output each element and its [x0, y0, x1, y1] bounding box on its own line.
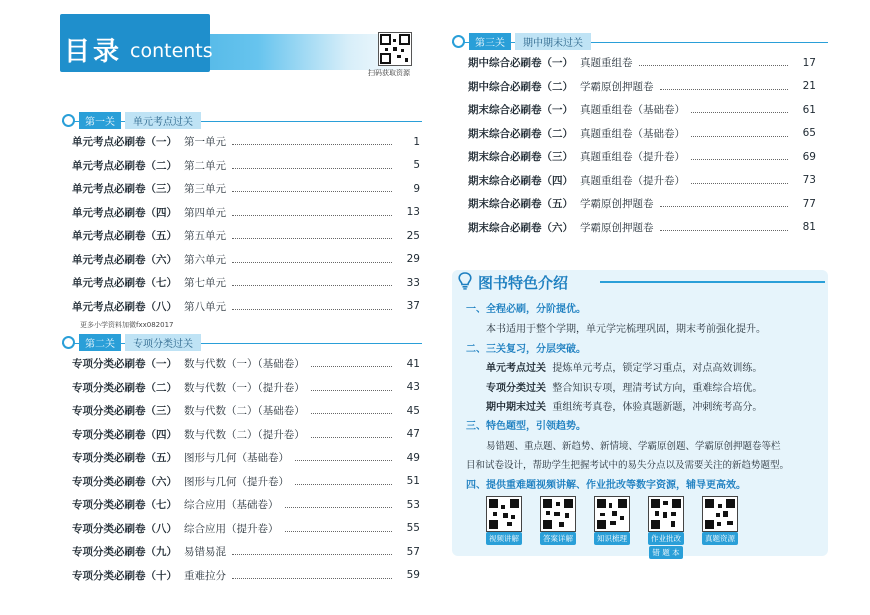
- level-name: 专项分类过关: [486, 383, 546, 394]
- page-subtitle: contents: [130, 40, 213, 62]
- section-name: 单元考点过关: [125, 112, 201, 129]
- section2-list: [72, 352, 420, 587]
- toc-row[interactable]: [72, 130, 420, 154]
- toc-title: 第八单元: [184, 300, 226, 313]
- toc-title: 数与代数（二）（提升卷）: [184, 428, 305, 441]
- qr-code-icon[interactable]: [702, 496, 738, 532]
- toc-page: 55: [406, 522, 420, 535]
- toc-label: 专项分类必刷卷（七）: [72, 499, 177, 512]
- toc-title: 第三单元: [184, 183, 226, 196]
- toc-label: 期中综合必刷卷（二）: [468, 80, 573, 93]
- toc-row[interactable]: [72, 177, 420, 201]
- toc-label: 期末综合必刷卷（二）: [468, 127, 573, 140]
- toc-row[interactable]: [72, 564, 420, 588]
- section-tag: 第二关: [79, 334, 121, 351]
- toc-row[interactable]: [72, 517, 420, 541]
- toc-title: 易错易混: [184, 546, 226, 559]
- toc-label: 期末综合必刷卷（三）: [468, 151, 573, 164]
- qr-row: [486, 496, 738, 559]
- toc-title: 数与代数（一）（基础卷）: [184, 358, 305, 371]
- toc-label: 专项分类必刷卷（三）: [72, 405, 177, 418]
- toc-row[interactable]: [72, 470, 420, 494]
- feature-text: 易错题、重点题、新趋势、新情境、学霸原创题、学霸原创押题卷等栏: [486, 441, 781, 452]
- section1-list: [72, 130, 420, 318]
- toc-row[interactable]: [72, 399, 420, 423]
- toc-page: 17: [802, 56, 816, 69]
- level-name: 期中期末过关: [486, 402, 546, 413]
- toc-label: 专项分类必刷卷（四）: [72, 428, 177, 441]
- toc-label: 期中综合必刷卷（一）: [468, 57, 573, 70]
- qr-item[interactable]: [540, 496, 576, 559]
- toc-page: 29: [406, 253, 420, 266]
- toc-row[interactable]: [468, 51, 816, 75]
- toc-title: 学霸原创押题卷: [580, 80, 654, 93]
- toc-title: 重难拉分: [184, 569, 226, 582]
- toc-title: 真题重组卷: [580, 57, 633, 70]
- toc-label: 单元考点必刷卷（六）: [72, 253, 177, 266]
- feature-heading: 二、三关复习，分层突破。: [466, 344, 586, 355]
- toc-page: 1: [413, 135, 420, 148]
- toc-row[interactable]: [72, 271, 420, 295]
- qr-code-icon[interactable]: [540, 496, 576, 532]
- toc-title: 第二单元: [184, 159, 226, 172]
- toc-title: 第七单元: [184, 277, 226, 290]
- qr-item[interactable]: [486, 496, 522, 559]
- section-dot-icon: [452, 35, 465, 48]
- qr-caption: 知识梳理: [594, 532, 630, 545]
- toc-page: 13: [406, 206, 420, 219]
- toc-row[interactable]: [468, 169, 816, 193]
- toc-page: 57: [406, 545, 420, 558]
- feature-heading: 三、特色题型，引领趋势。: [466, 421, 586, 432]
- toc-label: 专项分类必刷卷（六）: [72, 475, 177, 488]
- toc-row[interactable]: [72, 423, 420, 447]
- toc-title: 真题重组卷（基础卷）: [580, 104, 685, 117]
- toc-row[interactable]: [72, 352, 420, 376]
- toc-title: 真题重组卷（基础卷）: [580, 127, 685, 140]
- feature-text: 本书适用于整个学期，单元学完梳理巩固，期末考前强化提升。: [486, 324, 766, 335]
- toc-row[interactable]: [468, 145, 816, 169]
- toc-page: 51: [406, 475, 420, 488]
- toc-page: 9: [413, 182, 420, 195]
- toc-title: 真题重组卷（提升卷）: [580, 151, 685, 164]
- toc-page: 81: [802, 221, 816, 234]
- toc-label: 专项分类必刷卷（一）: [72, 358, 177, 371]
- toc-page: 49: [406, 451, 420, 464]
- toc-page: 61: [802, 103, 816, 116]
- feature-heading: 四、提供重难题视频讲解、作业批改等数字资源，辅导更高效。: [466, 480, 746, 491]
- toc-row[interactable]: [72, 224, 420, 248]
- level-name: 单元考点过关: [486, 363, 546, 374]
- toc-title: 综合应用（提升卷）: [184, 522, 279, 535]
- toc-row[interactable]: [468, 75, 816, 99]
- toc-row[interactable]: [72, 201, 420, 225]
- toc-page: 47: [406, 428, 420, 441]
- feature-level-row: [486, 381, 762, 396]
- page-title: 目录: [64, 37, 123, 67]
- qr-caption: 视频讲解: [486, 532, 522, 545]
- toc-page: 69: [802, 150, 816, 163]
- toc-page: 77: [802, 197, 816, 210]
- toc-label: 期末综合必刷卷（六）: [468, 221, 573, 234]
- toc-row[interactable]: [468, 192, 816, 216]
- qr-caption: 真题资源: [702, 532, 738, 545]
- toc-page: 5: [413, 159, 420, 172]
- toc-row[interactable]: [468, 216, 816, 240]
- toc-label: 单元考点必刷卷（三）: [72, 183, 177, 196]
- level-text: 提炼单元考点，锁定学习重点，对点高效训练。: [552, 363, 763, 374]
- toc-title: 第一单元: [184, 136, 226, 149]
- feature-text: 目和试卷设计，帮助学生把握考试中的易失分点以及需要关注的新趋势题型。: [466, 460, 790, 471]
- toc-label: 专项分类必刷卷（二）: [72, 381, 177, 394]
- feature-level-row: [486, 400, 762, 415]
- toc-label: 专项分类必刷卷（八）: [72, 522, 177, 535]
- toc-row[interactable]: [72, 154, 420, 178]
- toc-title: 第六单元: [184, 253, 226, 266]
- section-dot-icon: [62, 114, 75, 127]
- level-text: 重组统考真卷，体验真题新题，冲刺统考高分。: [552, 402, 763, 413]
- toc-label: 单元考点必刷卷（二）: [72, 159, 177, 172]
- toc-page: 33: [406, 276, 420, 289]
- toc-row[interactable]: [72, 493, 420, 517]
- section-header-1: [62, 111, 201, 129]
- toc-label: 期末综合必刷卷（五）: [468, 198, 573, 211]
- toc-page: 65: [802, 127, 816, 140]
- toc-label: 专项分类必刷卷（十）: [72, 569, 177, 582]
- qr-code-icon[interactable]: [648, 496, 684, 532]
- toc-page: 53: [406, 498, 420, 511]
- toc-page: 37: [406, 300, 420, 313]
- watermark-note: 更多小学资料加微fxx082017: [80, 321, 174, 329]
- toc-title: 学霸原创押题卷: [580, 221, 654, 234]
- toc-page: 25: [406, 229, 420, 242]
- toc-title: 学霸原创押题卷: [580, 198, 654, 211]
- toc-row[interactable]: [468, 98, 816, 122]
- toc-label: 单元考点必刷卷（七）: [72, 277, 177, 290]
- qr-code-icon[interactable]: [486, 496, 522, 532]
- toc-row[interactable]: [72, 446, 420, 470]
- qr-caption: 扫码获取资源: [368, 69, 410, 77]
- toc-row[interactable]: [468, 122, 816, 146]
- section-header-2: [62, 333, 201, 351]
- toc-page: 59: [406, 569, 420, 582]
- qr-code-icon[interactable]: [594, 496, 630, 532]
- toc-label: 专项分类必刷卷（九）: [72, 546, 177, 559]
- toc-label: 单元考点必刷卷（五）: [72, 230, 177, 243]
- toc-row[interactable]: [72, 295, 420, 319]
- feature-heading: 一、全程必刷，分阶提优。: [466, 304, 586, 315]
- qr-item[interactable]: [648, 496, 684, 559]
- toc-page: 41: [406, 357, 420, 370]
- lightbulb-icon: [457, 272, 473, 290]
- toc-title: 数与代数（一）（提升卷）: [184, 381, 305, 394]
- section3-list: [468, 51, 816, 239]
- qr-caption-extra: 错 题 本: [649, 546, 682, 559]
- divider: [600, 281, 825, 283]
- toc-page: 21: [802, 80, 816, 93]
- toc-page: 73: [802, 174, 816, 187]
- toc-title: 数与代数（二）（基础卷）: [184, 405, 305, 418]
- toc-label: 单元考点必刷卷（八）: [72, 300, 177, 313]
- toc-title: 图形与几何（基础卷）: [184, 452, 289, 465]
- features-title: 图书特色介绍: [478, 274, 569, 292]
- section-dot-icon: [62, 336, 75, 349]
- toc-row[interactable]: [72, 540, 420, 564]
- feature-level-row: [486, 361, 762, 376]
- qr-item[interactable]: [702, 496, 738, 559]
- toc-title: 综合应用（基础卷）: [184, 499, 279, 512]
- toc-page: 45: [406, 404, 420, 417]
- qr-code-icon[interactable]: [378, 32, 412, 66]
- section-name: 期中期末过关: [515, 33, 591, 50]
- toc-label: 期末综合必刷卷（四）: [468, 174, 573, 187]
- qr-item[interactable]: [594, 496, 630, 559]
- toc-title: 第四单元: [184, 206, 226, 219]
- qr-caption: 作业批改: [648, 532, 684, 545]
- toc-label: 专项分类必刷卷（五）: [72, 452, 177, 465]
- toc-title: 真题重组卷（提升卷）: [580, 174, 685, 187]
- qr-caption: 答案详解: [540, 532, 576, 545]
- toc-label: 期末综合必刷卷（一）: [468, 104, 573, 117]
- toc-label: 单元考点必刷卷（一）: [72, 136, 177, 149]
- section-header-3: [452, 32, 591, 50]
- section-tag: 第三关: [469, 33, 511, 50]
- section-name: 专项分类过关: [125, 334, 201, 351]
- toc-row[interactable]: [72, 248, 420, 272]
- section-tag: 第一关: [79, 112, 121, 129]
- toc-title: 第五单元: [184, 230, 226, 243]
- toc-title: 图形与几何（提升卷）: [184, 475, 289, 488]
- toc-page: 43: [406, 381, 420, 394]
- toc-row[interactable]: [72, 376, 420, 400]
- toc-label: 单元考点必刷卷（四）: [72, 206, 177, 219]
- level-text: 整合知识专项，理清考试方向，重难综合培优。: [552, 383, 763, 394]
